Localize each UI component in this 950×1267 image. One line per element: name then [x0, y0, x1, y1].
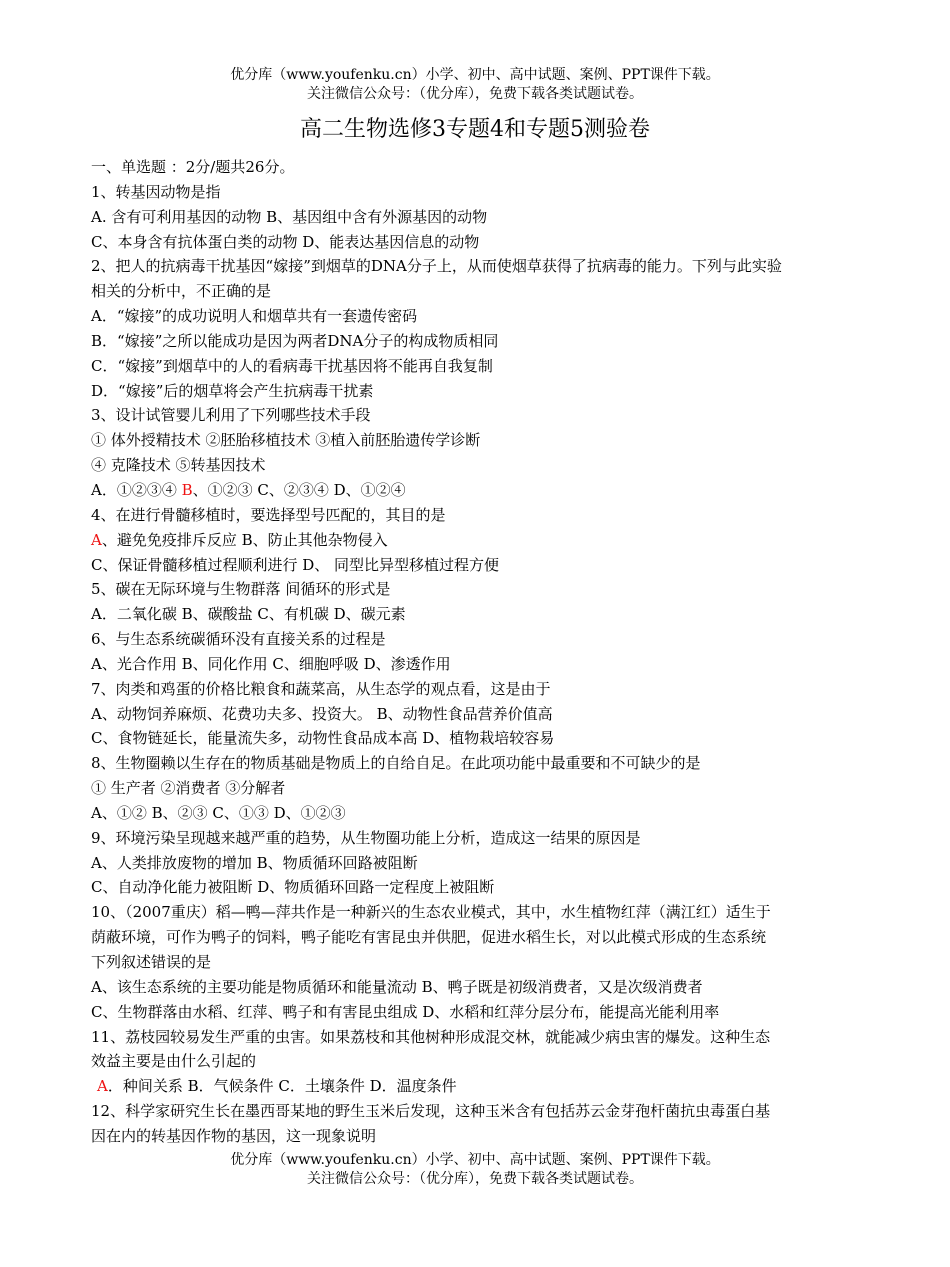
text-line: 5、碳在无际环境与生物群落 间循环的形式是: [91, 580, 391, 599]
text-line: 7、肉类和鸡蛋的价格比粮食和蔬菜高，从生态学的观点看，这是由于: [91, 679, 551, 698]
answer-mark: B: [181, 480, 193, 499]
text-line: 9、环境污染呈现越来越严重的趋势，从生物圈功能上分析，造成这一结果的原因是: [91, 828, 641, 847]
text-line: 一、单选题 ：2分/题共26分。: [91, 158, 295, 176]
text-line: 相关的分析中，不正确的是: [91, 282, 272, 301]
footer-line-1: 优分库（www.youfenku.cn）小学、初中、高中试题、案例、PPT课件下载。: [230, 1152, 720, 1168]
text-line: A．二氧化碳 B、碳酸盐 C、有机碳 D、碳元素: [91, 605, 406, 624]
text-line: 4、在进行骨髓移植时，要选择型号匹配的，其目的是: [91, 505, 446, 524]
text-line: C、食物链延长，能量流失多，动物性食品成本高 D、植物栽培较容易: [91, 729, 555, 748]
text-line: 2、把人的抗病毒干扰基因“嫁接”到烟草的DNA分子上，从而使烟草获得了抗病毒的能力。下列与此实验: [91, 257, 782, 276]
text-line: A. 含有可利用基因的动物 B、基因组中含有外源基因的动物: [91, 207, 488, 226]
answer-mark: A: [97, 1077, 108, 1096]
text-line: 效益主要是由什么引起的: [91, 1052, 257, 1071]
text-line: A、①② B、②③ C、①③ D、①②③: [91, 803, 346, 822]
text-line: 6、与生态系统碳循环没有直接关系的过程是: [91, 630, 386, 649]
text-line: 10、（2007重庆）稻—鸭—萍共作是一种新兴的生态农业模式，其中，水生植物红萍（满江红）适生于: [91, 903, 771, 922]
text-line: ① 体外授精技术 ②胚胎移植技术 ③植入前胚胎遗传学诊断: [91, 431, 481, 450]
text-line: A．“嫁接”的成功说明人和烟草共有一套遗传密码: [91, 307, 418, 326]
text-line: A、避免免疫排斥反应 B、防止其他杂物侵入: [91, 530, 388, 549]
text-line: 因在内的转基因作物的基因，这一现象说明: [91, 1126, 377, 1145]
document-title: 高二生物选修3专题4和专题5测验卷: [300, 117, 650, 142]
text-line: C、自动净化能力被阻断 D、物质循环回路一定程度上被阻断: [91, 878, 495, 897]
page-header: [0, 66, 950, 104]
text-line: 下列叙述错误的是: [91, 953, 212, 971]
text-line: 12、科学家研究生长在墨西哥某地的野生玉米后发现，这种玉米含有包括苏云金芽孢杆菌抗虫毒蛋白基: [91, 1102, 771, 1121]
text-line: ④ 克隆技术 ⑤转基因技术: [91, 456, 266, 475]
text-line: C、本身含有抗体蛋白类的动物 D、能表达基因信息的动物: [91, 232, 480, 251]
text-line: C、保证骨髓移植过程顺利进行 D、 同型比异型移植过程方便: [91, 555, 500, 574]
text-line: A、人类排放废物的增加 B、物质循环回路被阻断: [91, 853, 418, 872]
text-line: D．“嫁接”后的烟草将会产生抗病毒干扰素: [91, 381, 374, 400]
text-line: A、光合作用 B、同化作用 C、细胞呼吸 D、渗透作用: [91, 654, 451, 673]
text-line: 1、转基因动物是指: [91, 182, 221, 201]
text-line: A．①②③④ B、①②③ C、②③④ D、①②④: [91, 480, 406, 499]
page-footer: [0, 1151, 950, 1189]
answer-mark: A: [91, 530, 102, 549]
header-line-2: 关注微信公众号：（优分库），免费下载各类试题试卷。: [307, 86, 643, 102]
text-line: ① 生产者 ②消费者 ③分解者: [91, 779, 286, 798]
text-line: A、该生态系统的主要功能是物质循环和能量流动 B、鸭子既是初级消费者，又是次级消费者: [91, 977, 703, 996]
text-line: 8、生物圈赖以生存在的物质基础是物质上的自给自足。在此项功能中最重要和不可缺少的是: [91, 754, 701, 773]
text-line: 11、荔枝园较易发生严重的虫害。如果荔枝和其他树种形成混交林，就能减少病虫害的爆发。这种生态: [91, 1027, 771, 1046]
text-line: A、动物饲养麻烦、花费功夫多、投资大。 B、动物性食品营养价值高: [91, 704, 553, 723]
header-line-1: 优分库（www.youfenku.cn）小学、初中、高中试题、案例、PPT课件下载。: [230, 67, 720, 83]
text-line: C．“嫁接”到烟草中的人的看病毒干扰基因将不能再自我复制: [91, 356, 493, 375]
text-line: 3、设计试管婴儿利用了下列哪些技术手段: [91, 406, 371, 425]
footer-line-2: 关注微信公众号：（优分库），免费下载各类试题试卷。: [307, 1171, 643, 1187]
text-line: B．“嫁接”之所以能成功是因为两者DNA分子的构成物质相同: [91, 331, 499, 350]
text-line: C、生物群落由水稻、红萍、鸭子和有害昆虫组成 D、水稻和红萍分层分布，能提高光能利用率: [91, 1002, 720, 1021]
document-body: [91, 155, 861, 1149]
text-line: 荫蔽环境，可作为鸭子的饲料，鸭子能吃有害昆虫并供肥，促进水稻生长，对以此模式形成的生态系统: [91, 928, 767, 947]
text-line: A．种间关系 B．气候条件 C．土壤条件 D．温度条件: [97, 1077, 457, 1096]
